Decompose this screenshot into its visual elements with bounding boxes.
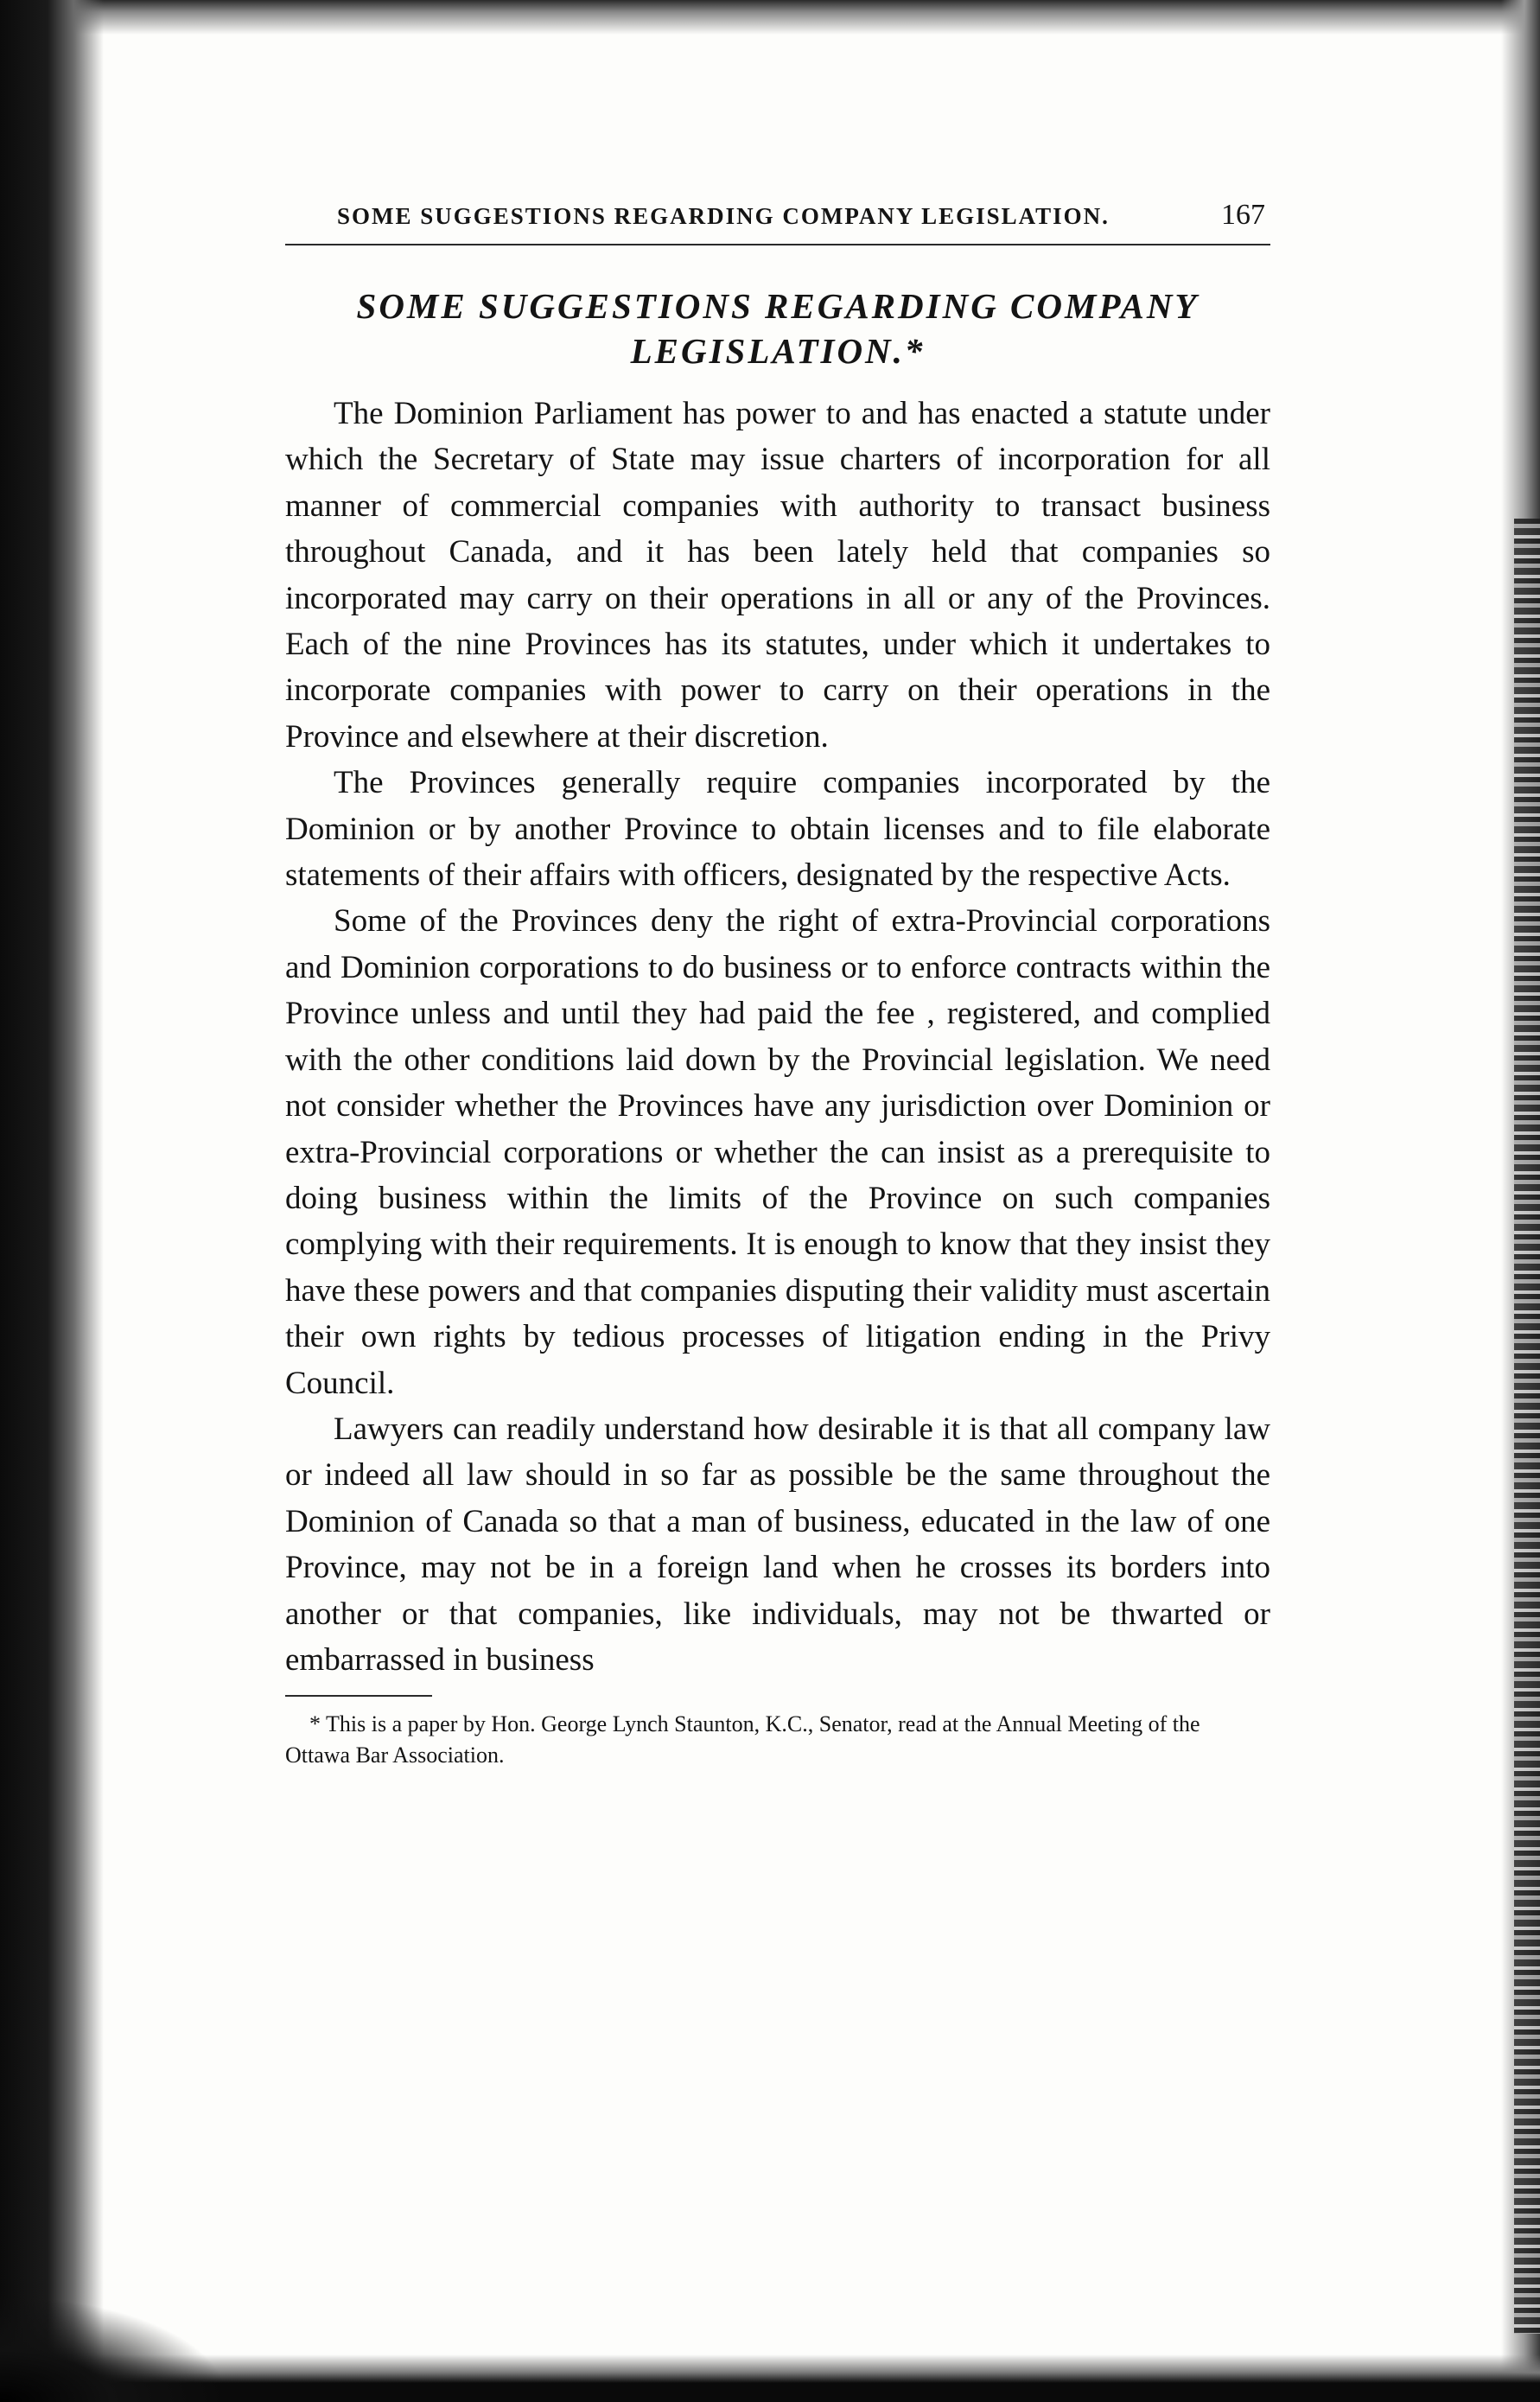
paragraph-3: Some of the Provinces deny the right of extra-Provincial corporations and Dominion corporations to do business or to enforce contracts within the Province unless and until they had paid the fee , registered, and complied with the other conditions laid down by the Provincial legislation. We need not consider whether the Provinces have any jurisdiction over Dominion or extra-Provincial corporations or whether the can insist as a prerequisite to doing business within the limits of the Province on such companies complying with their requirements. It is enough to know that they insist they have these powers and that companies disputing their validity must ascertain their own rights by tedious processes of litigation ending in the Privy Council. [285,903,1270,1401]
footnote: * This is a paper by Hon. George Lynch Staunton, K.C., Senator, read at the Annual Meeting of the Ottawa Bar Association. [285,1711,1200,1768]
scan-edge-right-speckle [1514,519,1540,2334]
running-head [285,199,1270,237]
footnote-rule [285,1695,432,1697]
page-content [285,199,1270,1771]
paragraph-2: The Provinces generally require companies incorporated by the Dominion or by another Province to obtain licenses and to file elaborate statements of their affairs with officers, designated by the respective Acts. [285,765,1270,894]
paragraph-4: Lawyers can readily understand how desirable it is that all company law or indeed all law should in so far as possible be the same throughout the Dominion of Canada so that a man of business, educated in the law of one Province, may not be in a foreign land when he crosses its borders into another or that companies, like individuals, may not be thwarted or embarrassed in business [285,1411,1270,1678]
scan-edge-bottom [0,2354,1540,2402]
header-rule [285,244,1270,245]
scan-edge-left [0,0,104,2402]
running-head-title: SOME SUGGESTIONS REGARDING COMPANY LEGISLATION. [337,203,1110,229]
paragraph-1: The Dominion Parliament has power to and has enacted a statute under which the Secretary of State may issue charters of incorporation for all manner of commercial companies with authority to transact business throughout Canada, and it has been lately held that companies so incorporated may carry on their operations in all or any of the Provinces. Each of the nine Provinces has its statutes, under which it undertakes to incorporate companies with power to carry on their operations in the Province and elsewhere at their discretion. [285,396,1270,755]
page-number: 167 [1221,199,1265,231]
scan-corner-bottom-left [0,2298,225,2402]
article-body [285,391,1270,1683]
scan-edge-top [0,0,1540,35]
article-title: SOME SUGGESTIONS REGARDING COMPANY LEGISLATION.* [356,286,1200,371]
